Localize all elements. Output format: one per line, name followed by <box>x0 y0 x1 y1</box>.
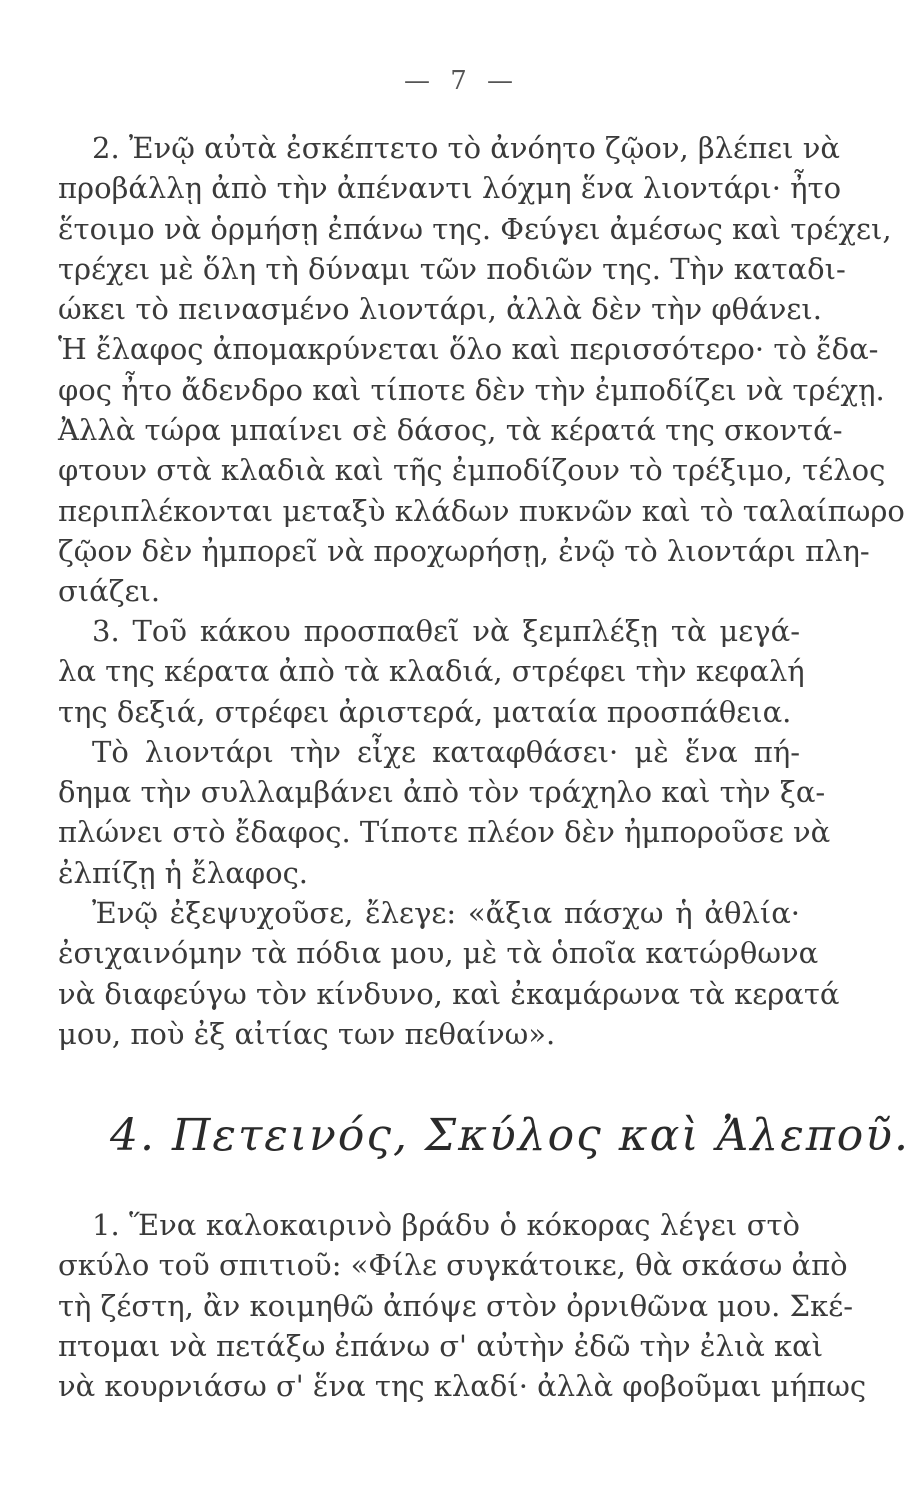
page-number: — 7 — <box>403 66 520 96</box>
text-line: τὴ ζέστη, ἂν κοιμηθῶ ἀπόψε στὸν ὀρνιθῶνα μου. Σκέ- <box>58 1288 854 1323</box>
section-heading: 4. Πετεινός, Σκύλος καὶ Ἀλεποῦ. <box>110 1110 910 1161</box>
paragraph-rooster <box>58 1205 867 1406</box>
text-line: ώκει τὸ πεινασμένο λιοντάρι, ἀλλὰ δὲν τὴν φθάνει. <box>58 292 822 327</box>
text-line: της δεξιά, στρέφει ἀριστερά, ματαία προσπάθεια. <box>58 694 792 729</box>
text-line: Τὸ λιοντάρι τὴν εἶχε καταφθάσει· μὲ ἕνα πή- <box>92 734 800 769</box>
text-line: 1. Ἕνα καλοκαιρινὸ βράδυ ὁ κόκορας λέγει στὸ <box>92 1208 800 1242</box>
paragraph-deer-caught <box>58 611 840 1054</box>
text-line: ἐσιχαινόμην τὰ πόδια μου, μὲ τὰ ὁποῖα κατώρθωνα <box>58 936 819 971</box>
text-line: 2. Ἐνῷ αὐτὰ ἐσκέπτετο τὸ ἀνόητο ζῷον, βλέπει νὰ <box>92 131 840 165</box>
text-line: νὰ κουρνιάσω σ' ἕνα της κλαδί· ἀλλὰ φοβοῦμαι μήπως <box>58 1369 867 1404</box>
text-line: προβάλλῃ ἀπὸ τὴν ἀπέναντι λόχμη ἕνα λιοντάρι· ἦτο <box>58 171 842 206</box>
text-line: φος ἦτο ἄδενδρο καὶ τίποτε δὲν τὴν ἐμποδίζει νὰ τρέχῃ. <box>58 372 885 407</box>
paragraph-deer-escape <box>58 128 905 612</box>
text-line: ἕτοιμο νὰ ὁρμήσῃ ἐπάνω της. Φεύγει ἀμέσως καὶ τρέχει, <box>58 211 892 246</box>
text-line: λα της κέρατα ἀπὸ τὰ κλαδιά, στρέφει τὴν κεφαλή <box>58 654 805 689</box>
text-line: 3. Τοῦ κάκου προσπαθεῖ νὰ ξεμπλέξῃ τὰ μεγά- <box>92 614 800 648</box>
text-line: δημα τὴν συλλαμβάνει ἀπὸ τὸν τράχηλο καὶ τὴν ξα- <box>58 775 826 810</box>
text-line: σιάζει. <box>58 574 161 609</box>
text-line: σκύλο τοῦ σπιτιοῦ: «Φίλε συγκάτοικε, θὰ σκάσω ἀπὸ <box>58 1248 848 1283</box>
text-line: πλώνει στὸ ἔδαφος. Τίποτε πλέον δὲν ἠμποροῦσε νὰ <box>58 815 831 850</box>
text-line: Ἐνῷ ἐξεψυχοῦσε, ἔλεγε: «ἄξια πάσχω ἡ ἀθλία· <box>92 896 800 931</box>
text-line: νὰ διαφεύγω τὸν κίνδυνο, καὶ ἐκαμάρωνα τὰ κερατά <box>58 976 840 1011</box>
text-line: φτουν στὰ κλαδιὰ καὶ τῆς ἐμποδίζουν τὸ τρέξιμο, τέλος <box>58 453 886 488</box>
text-line: περιπλέκονται μεταξὺ κλάδων πυκνῶν καὶ τὸ ταλαίπωρο <box>58 493 905 528</box>
text-line: πτομαι νὰ πετάξω ἐπάνω σ' αὐτὴν ἐδῶ τὴν ἐλιὰ καὶ <box>58 1328 824 1363</box>
text-line: τρέχει μὲ ὅλη τὴ δύναμι τῶν ποδιῶν της. Τὴν καταδι- <box>58 251 846 286</box>
text-line: Ἀλλὰ τώρα μπαίνει σὲ δάσος, τὰ κέρατά της σκοντά- <box>58 413 843 448</box>
text-line: ζῷον δὲν ἠμπορεῖ νὰ προχωρήσῃ, ἐνῷ τὸ λιοντάρι πλη- <box>58 533 870 568</box>
text-line: μου, ποὺ ἐξ αἰτίας των πεθαίνω». <box>58 1016 556 1051</box>
text-line: Ἡ ἔλαφος ἀπομακρύνεται ὅλο καὶ περισσότερο· τὸ ἔδα- <box>58 332 879 367</box>
text-line: ἐλπίζῃ ἡ ἔλαφος. <box>58 855 309 890</box>
